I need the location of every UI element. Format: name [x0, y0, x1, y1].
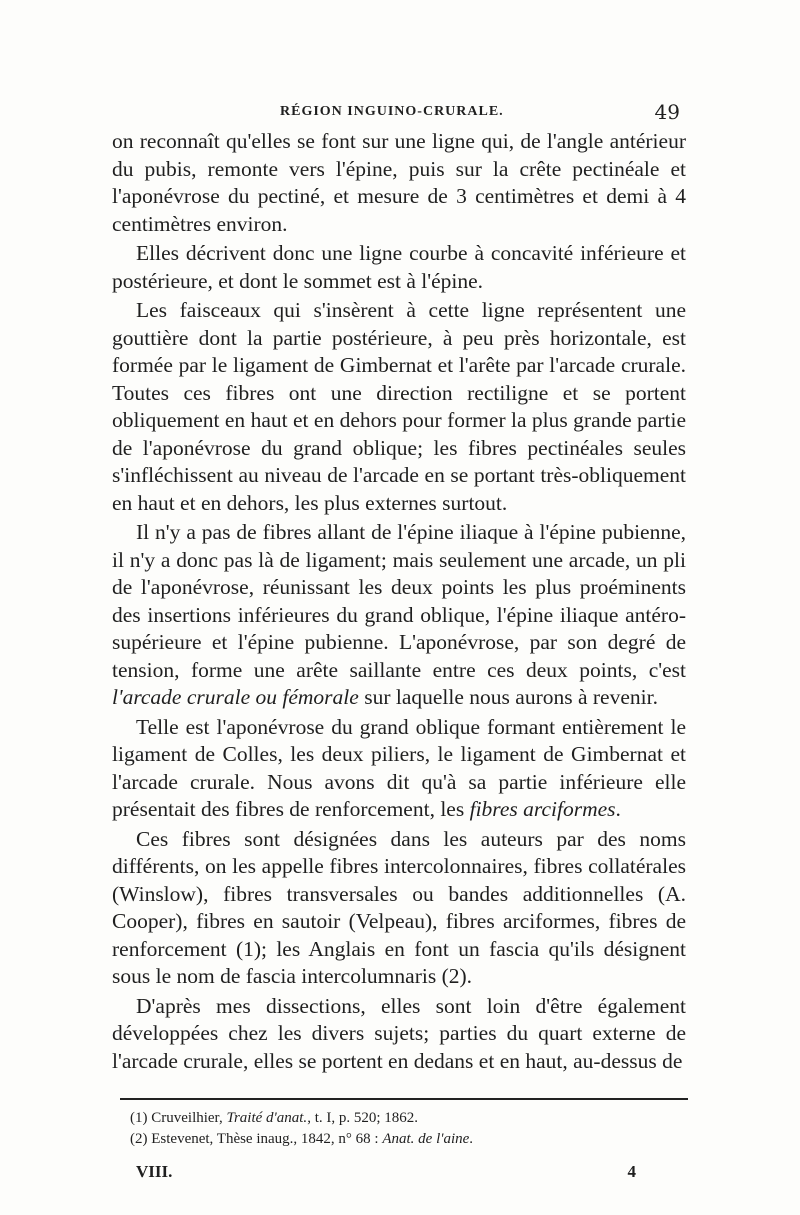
footnote-text: (1) Cruveilhier,: [130, 1110, 227, 1126]
italic-term: l'arcade crurale ou fémorale: [112, 685, 359, 709]
paragraph-text: .: [615, 797, 621, 821]
paragraph: D'après mes dissections, elles sont loin d'être également développées chez les divers sujets; parties du quart externe de l'arcade crurale, elles se portent en dedans et en haut, au-dessus de: [112, 993, 686, 1073]
footnote: [130, 1129, 690, 1150]
page-number: 49: [654, 100, 680, 124]
page-header: [112, 100, 680, 124]
signature-mark: VIII.: [136, 1162, 173, 1181]
paragraph: Les faisceaux qui s'insèrent à cette ligne représentent une gouttière dont la partie postérieure, à peu près horizontale, est formée par le ligament de Gimbernat et l'arête par l'arcade crurale. Toutes ces fibres ont une direction rectiligne et se portent obliquement en haut et en dehors pour former la plus grande partie de l'aponévrose du grand oblique; les fibres pectinéales seules s'infléchissent au niveau de l'arcade en se portant très-obliquement en haut et en dehors, les plus externes surtout.: [112, 298, 686, 515]
body-text: [112, 128, 686, 1077]
paragraph: Elles décrivent donc une ligne courbe à concavité inférieure et postérieure, et dont le sommet est à l'épine.: [112, 241, 686, 293]
paragraph: [112, 714, 686, 824]
footnote-italic: Anat. de l'aine: [382, 1131, 470, 1147]
footnote-text: (2) Estevenet, Thèse inaug., 1842, n° 68 :: [130, 1131, 383, 1147]
paragraph-text: Telle est l'aponévrose du grand oblique formant entièrement le ligament de Colles, les deux piliers, le ligament de Gimbernat et l'arcade crurale. Nous avons dit qu'à sa partie inférieure elle présentait des fibres de renforcement, les: [112, 714, 686, 821]
paragraph-text: sur laquelle nous aurons à revenir.: [358, 685, 658, 709]
footnote-rule: [120, 1098, 688, 1100]
footnote-text: , t. I, p. 520; 1862.: [307, 1110, 419, 1126]
footnote-italic: Traité d'anat.: [226, 1110, 308, 1126]
running-head: RÉGION INGUINO-CRURALE.: [280, 104, 504, 119]
sheet-number: 4: [627, 1162, 636, 1181]
paragraph-text: Il n'y a pas de fibres allant de l'épine iliaque à l'épine pubienne, il n'y a donc pas là de ligament; mais seulement une arcade, un pli de l'aponévrose, réunissant les deux points les plus proéminents des insertions inférieures du grand oblique, l'épine iliaque antéro-supérieure et l'épine pubienne. L'aponévrose, par son degré de tension, forme une arête saillante entre ces deux points, c'est: [112, 520, 686, 682]
paragraph: [112, 519, 686, 712]
footnote: [130, 1108, 690, 1129]
paragraph: on reconnaît qu'elles se font sur une ligne qui, de l'angle antérieur du pubis, remonte vers l'épine, puis sur la crête pectinéale et l'aponévrose du pectiné, et mesure de 3 centimètres et demi à 4 centimètres environ.: [112, 129, 686, 236]
italic-term: fibres arciformes: [469, 797, 616, 821]
paragraph: Ces fibres sont désignées dans les auteurs par des noms différents, on les appelle fibres intercolonnaires, fibres collatérales (Winslow), fibres transversales ou bandes additionnelles (A. Cooper), fibres en sautoir (Velpeau), fibres arciformes, fibres de renforcement (1); les Anglais en font un fascia qu'ils désignent sous le nom de fascia intercolumnaris (2).: [112, 826, 686, 988]
footnotes: [130, 1108, 690, 1150]
footnote-text: .: [469, 1131, 474, 1147]
